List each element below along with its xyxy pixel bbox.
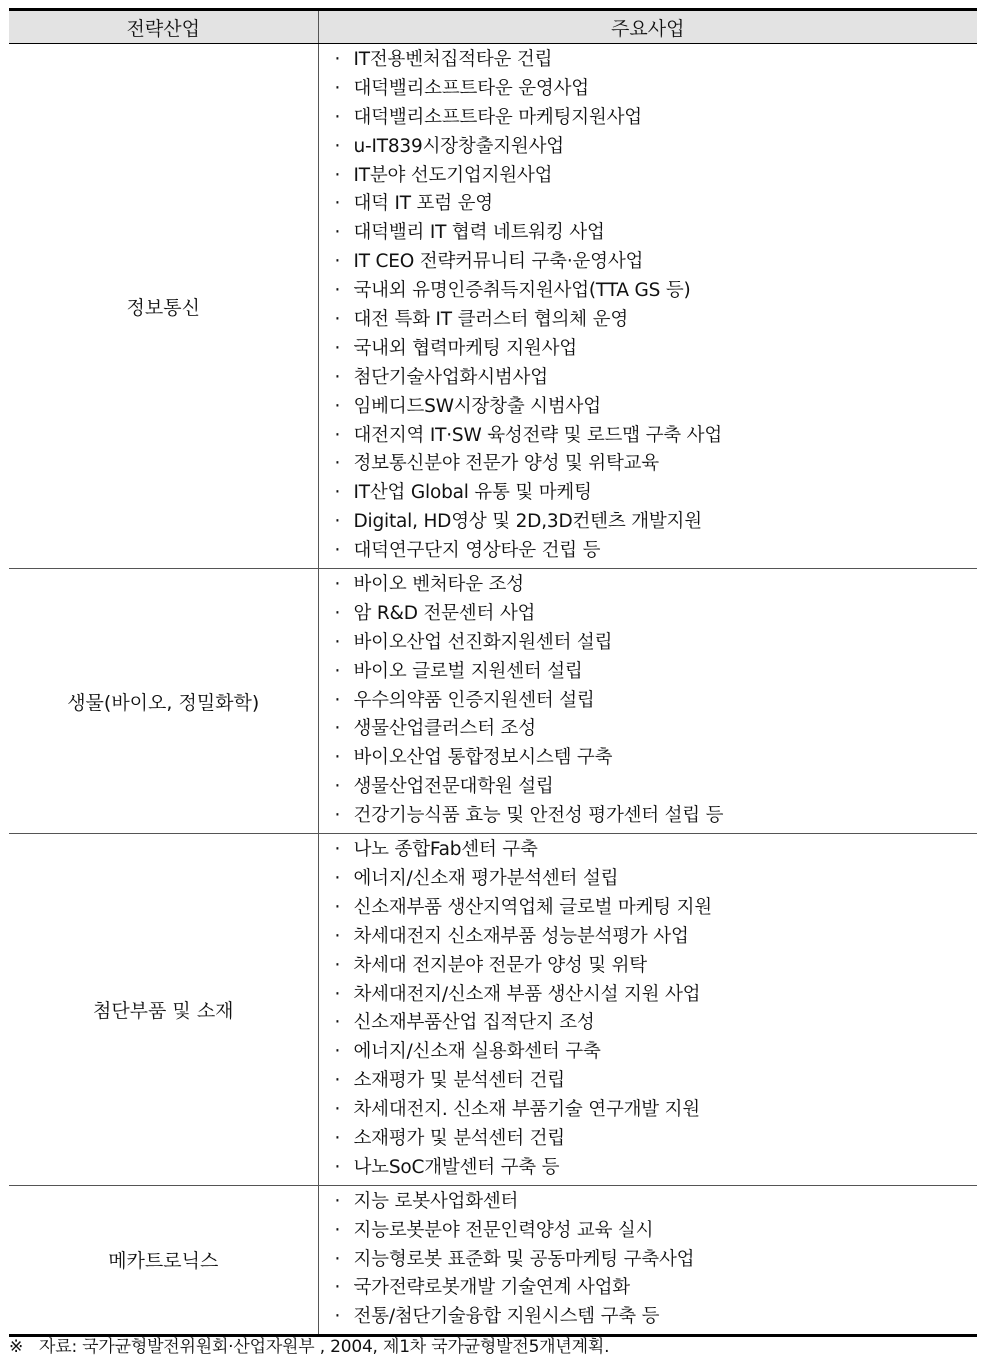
project-item-text: 임베디드SW시장창출 시범사업: [353, 395, 601, 417]
list-item: [335, 1067, 978, 1096]
bullet-mark: ·: [334, 251, 341, 273]
project-item-text: 차세대전지/신소재 부품 생산시설 지원 사업: [353, 983, 701, 1005]
project-list: [335, 46, 978, 566]
bullet-mark: ·: [334, 482, 341, 504]
bullet-mark: ·: [334, 424, 341, 446]
project-item-text: 지능 로봇사업화센터: [353, 1190, 519, 1212]
list-item: [335, 1274, 978, 1303]
bullet-mark: ·: [334, 106, 341, 128]
industry-category-cell: 생물(바이오, 정밀화학): [9, 569, 318, 834]
project-item-text: 생물산업전문대학원 설립: [353, 776, 554, 798]
project-item-text: 대덕밸리소프트타운 마케팅지원사업: [353, 106, 642, 128]
bullet-mark: ·: [334, 1190, 341, 1212]
project-item-text: 지능로봇분야 전문인력양성 교육 실시: [353, 1219, 654, 1241]
bullet-mark: ·: [334, 1277, 341, 1299]
project-item-text: 차세대 전지분야 전문가 양성 및 위탁: [353, 954, 647, 976]
list-item: [335, 104, 978, 133]
list-item: [335, 1154, 978, 1183]
list-item: [335, 952, 978, 981]
bullet-mark: ·: [334, 983, 341, 1005]
table-row: [9, 44, 977, 569]
project-item-text: 바이오산업 통합정보시스템 구축: [353, 747, 613, 769]
project-item-text: 지능형로봇 표준화 및 공동마케팅 구축사업: [353, 1248, 695, 1270]
bullet-mark: ·: [334, 896, 341, 918]
project-item-text: IT전용벤처집적타운 건립: [353, 49, 553, 70]
project-item-text: 대전 특화 IT 클러스터 협의체 운영: [353, 309, 628, 331]
list-item: [335, 364, 978, 393]
list-item: [335, 571, 978, 600]
project-item-text: IT산업 Global 유통 및 마케팅: [353, 482, 592, 504]
project-item-text: 바이오 글로벌 지원센터 설립: [353, 660, 583, 682]
project-list-cell: [318, 1185, 977, 1335]
bullet-mark: ·: [334, 366, 341, 388]
list-item: [335, 658, 978, 687]
bullet-mark: ·: [334, 1041, 341, 1063]
list-item: [335, 1125, 978, 1154]
table-row: [9, 1185, 977, 1335]
project-list: [335, 571, 978, 831]
bullet-mark: ·: [334, 1070, 341, 1092]
bullet-mark: ·: [334, 839, 341, 861]
project-item-text: IT CEO 전략커뮤니티 구축·운영사업: [353, 251, 644, 273]
project-item-text: u-IT839시장창출지원사업: [353, 135, 564, 157]
header-main-projects: 주요사업: [318, 10, 977, 44]
bullet-mark: ·: [334, 1248, 341, 1270]
table-body: [9, 44, 977, 1336]
project-list-cell: [318, 44, 977, 569]
bullet-mark: ·: [334, 1306, 341, 1328]
bullet-mark: ·: [334, 193, 341, 215]
bullet-mark: ·: [334, 1219, 341, 1241]
list-item: [335, 981, 978, 1010]
list-item: [335, 306, 978, 335]
list-item: [335, 162, 978, 191]
table-row: [9, 834, 977, 1186]
list-item: [335, 422, 978, 451]
list-item: [335, 1246, 978, 1275]
list-item: [335, 335, 978, 364]
list-item: [335, 277, 978, 306]
list-item: [335, 393, 978, 422]
bullet-mark: ·: [334, 280, 341, 302]
list-item: [335, 75, 978, 104]
project-item-text: 바이오 벤처타운 조성: [353, 574, 524, 596]
project-item-text: 에너지/신소재 평가분석센터 설립: [353, 867, 619, 889]
bullet-mark: ·: [334, 954, 341, 976]
table-row: [9, 569, 977, 834]
project-item-text: 나노SoC개발센터 구축 등: [353, 1156, 560, 1178]
bullet-mark: ·: [334, 395, 341, 417]
bullet-mark: ·: [334, 164, 341, 186]
bullet-mark: ·: [334, 867, 341, 889]
project-item-text: 건강기능식품 효능 및 안전성 평가센터 설립 등: [353, 805, 724, 827]
project-item-text: 국가전략로봇개발 기술연계 사업화: [353, 1277, 630, 1299]
project-item-text: 대덕밸리 IT 협력 네트워킹 사업: [353, 222, 605, 244]
list-item: [335, 46, 978, 75]
project-list-cell: [318, 569, 977, 834]
bullet-mark: ·: [334, 222, 341, 244]
list-item: [335, 894, 978, 923]
list-item: [335, 133, 978, 162]
list-item: [335, 1303, 978, 1332]
list-item: [335, 1217, 978, 1246]
table-header-row: [9, 10, 977, 44]
project-item-text: IT분야 선도기업지원사업: [353, 164, 553, 186]
source-note: [9, 1332, 609, 1357]
list-item: [335, 802, 978, 831]
bullet-mark: ·: [334, 1012, 341, 1034]
list-item: [335, 508, 978, 537]
list-item: [335, 450, 978, 479]
project-item-text: 차세대전지 신소재부품 성능분석평가 사업: [353, 925, 689, 947]
bullet-mark: ·: [334, 925, 341, 947]
project-item-text: 소재평가 및 분석센터 건립: [353, 1070, 565, 1092]
table-container: [9, 8, 977, 1337]
project-item-text: 대덕연구단지 영상타운 건립 등: [353, 540, 601, 562]
project-item-text: 에너지/신소재 실용화센터 구축: [353, 1041, 601, 1063]
bullet-mark: ·: [334, 718, 341, 740]
list-item: [335, 219, 978, 248]
project-item-text: 우수의약품 인증지원센터 설립: [353, 689, 595, 711]
project-item-text: 국내외 유명인증취득지원사업(TTA GS 등): [353, 280, 691, 302]
list-item: [335, 600, 978, 629]
bullet-mark: ·: [334, 337, 341, 359]
project-item-text: 대덕 IT 포럼 운영: [353, 193, 493, 215]
industry-category-cell: 정보통신: [9, 44, 318, 569]
list-item: [335, 629, 978, 658]
project-item-text: 차세대전지. 신소재 부품기술 연구개발 지원: [353, 1099, 700, 1121]
industry-category-cell: 첨단부품 및 소재: [9, 834, 318, 1186]
bullet-mark: ·: [334, 805, 341, 827]
project-item-text: 신소재부품산업 집적단지 조성: [353, 1012, 595, 1034]
project-item-text: 첨단기술사업화시범사업: [353, 366, 548, 388]
bullet-mark: ·: [334, 540, 341, 562]
list-item: [335, 687, 978, 716]
industry-category-cell: 메카트로닉스: [9, 1185, 318, 1335]
bullet-mark: ·: [334, 1156, 341, 1178]
bullet-mark: ·: [334, 511, 341, 533]
bullet-mark: ·: [334, 747, 341, 769]
project-item-text: 대덕밸리소프트타운 운영사업: [353, 77, 589, 99]
bullet-mark: ·: [334, 689, 341, 711]
project-item-text: 소재평가 및 분석센터 건립: [353, 1127, 565, 1149]
bullet-mark: ·: [334, 1127, 341, 1149]
bullet-mark: ·: [334, 602, 341, 624]
bullet-mark: ·: [334, 574, 341, 596]
header-strategic-industry: 전략산업: [9, 10, 318, 44]
list-item: [335, 923, 978, 952]
project-item-text: 대전지역 IT·SW 육성전략 및 로드맵 구축 사업: [353, 424, 722, 446]
list-item: [335, 479, 978, 508]
bullet-mark: ·: [334, 1099, 341, 1121]
bullet-mark: ·: [334, 631, 341, 653]
list-item: [335, 1188, 978, 1217]
list-item: [335, 1038, 978, 1067]
note-text: 자료: 국가균형발전위원회·산업자원부 , 2004, 제1차 국가균형발전5개년계획.: [39, 1337, 610, 1357]
project-item-text: 국내외 협력마케팅 지원사업: [353, 337, 577, 359]
project-list-cell: [318, 834, 977, 1186]
bullet-mark: ·: [334, 309, 341, 331]
bullet-mark: ·: [334, 453, 341, 475]
list-item: [335, 836, 978, 865]
list-item: [335, 715, 978, 744]
project-item-text: 전통/첨단기술융합 지원시스템 구축 등: [353, 1306, 660, 1328]
project-item-text: 생물산업클러스터 조성: [353, 718, 536, 740]
list-item: [335, 773, 978, 802]
project-list: [335, 836, 978, 1183]
list-item: [335, 190, 978, 219]
bullet-mark: ·: [334, 49, 341, 70]
project-item-text: Digital, HD영상 및 2D,3D컨텐츠 개발지원: [353, 511, 702, 533]
bullet-mark: ·: [334, 135, 341, 157]
list-item: [335, 248, 978, 277]
bullet-mark: ·: [334, 660, 341, 682]
bullet-mark: ·: [334, 776, 341, 798]
strategic-industry-table: [9, 8, 977, 1337]
project-item-text: 바이오산업 선진화지원센터 설립: [353, 631, 613, 653]
project-item-text: 정보통신분야 전문가 양성 및 위탁교육: [353, 453, 659, 475]
list-item: [335, 865, 978, 894]
list-item: [335, 744, 978, 773]
list-item: [335, 537, 978, 566]
list-item: [335, 1096, 978, 1125]
bullet-mark: ·: [334, 77, 341, 99]
list-item: [335, 1009, 978, 1038]
project-item-text: 신소재부품 생산지역업체 글로벌 마케팅 지원: [353, 896, 712, 918]
note-mark: ※: [9, 1337, 24, 1357]
project-item-text: 나노 종합Fab센터 구축: [353, 839, 538, 861]
project-item-text: 암 R&D 전문센터 사업: [353, 602, 536, 624]
project-list: [335, 1188, 978, 1332]
